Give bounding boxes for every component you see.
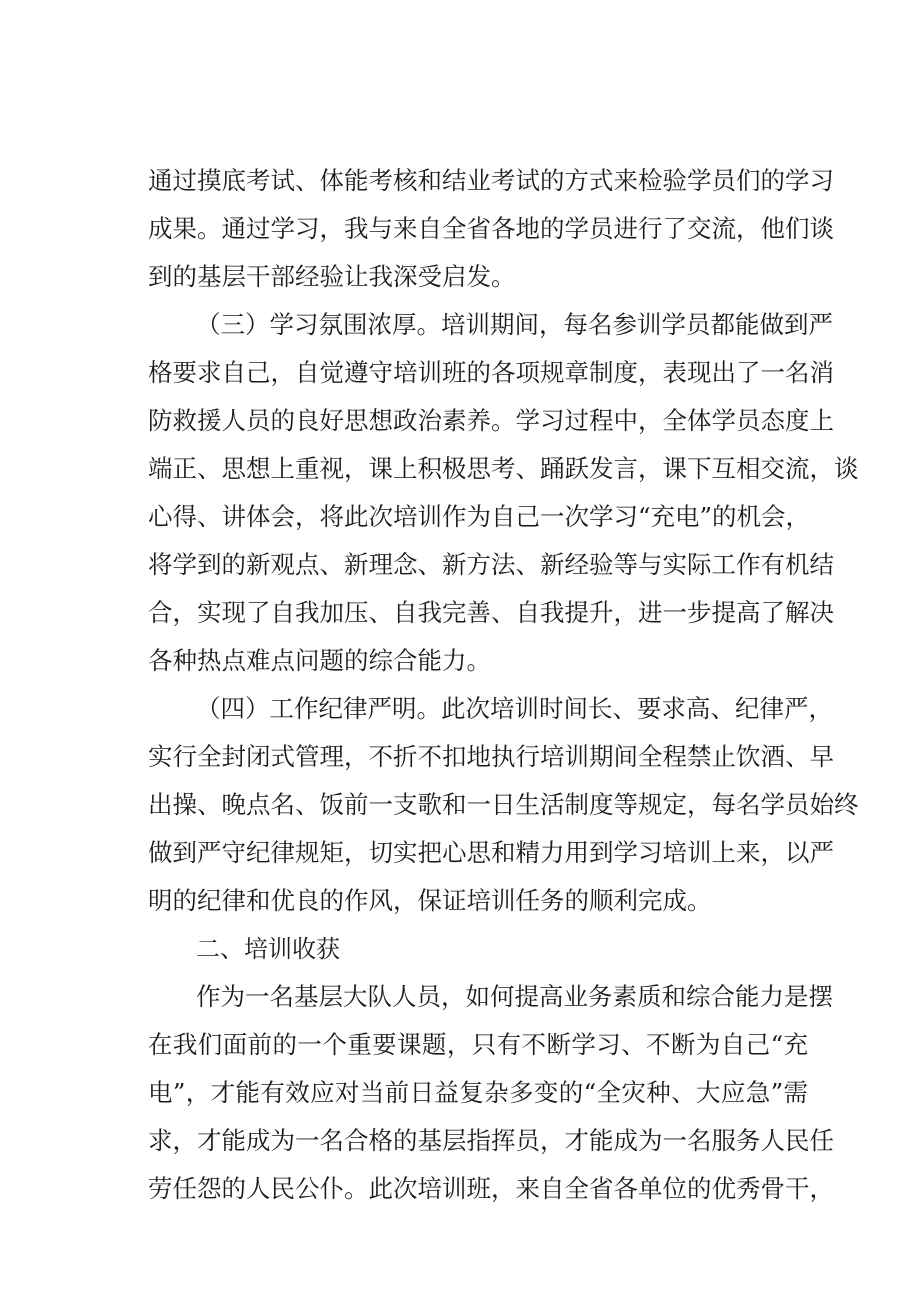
text-line: 成果。通过学习，我与来自全省各地的学员进行了交流，他们谈: [148, 214, 834, 243]
text-line: 防救援人员的良好思想政治素养。学习过程中，全体学员态度上: [148, 406, 834, 435]
text-line: 电”，才能有效应对当前日益复杂多变的“全灾种、大应急”需: [148, 1078, 808, 1107]
text-line: 到的基层干部经验让我深受启发。: [148, 262, 516, 291]
text-line: 求，才能成为一名合格的基层指挥员，才能成为一名服务人民任: [148, 1126, 834, 1155]
text-line: 端正、思想上重视，课上积极思考、踊跃发言，课下互相交流，谈: [148, 454, 859, 483]
text-line: 心得、讲体会，将此次培训作为自己一次学习“充电”的机会，: [148, 502, 811, 531]
text-line: 实行全封闭式管理，不折不扣地执行培训期间全程禁止饮酒、早: [148, 742, 834, 771]
text-line: 在我们面前的一个重要课题，只有不断学习、不断为自己“充: [148, 1030, 808, 1059]
text-line: 合，实现了自我加压、自我完善、自我提升，进一步提高了解决: [148, 598, 834, 627]
text-line: 将学到的新观点、新理念、新方法、新经验等与实际工作有机结: [148, 550, 834, 579]
text-line: 格要求自己，自觉遵守培训班的各项规章制度，表现出了一名消: [148, 358, 834, 387]
text-line: 出操、晚点名、饭前一支歌和一日生活制度等规定，每名学员始终: [148, 790, 859, 819]
section-heading: 二、培训收获: [196, 935, 340, 963]
text-line: 做到严守纪律规矩，切实把心思和精力用到学习培训上来，以严: [148, 838, 834, 867]
text-line: 劳任怨的人民公仆。此次培训班，来自全省各单位的优秀骨干，: [148, 1174, 834, 1203]
text-line: （三）学习氛围浓厚。培训期间，每名参训学员都能做到严: [196, 310, 833, 339]
text-line: 明的纪律和优良的作风，保证培训任务的顺利完成。: [148, 886, 712, 915]
text-line: 通过摸底考试、体能考核和结业考试的方式来检验学员们的学习: [148, 166, 834, 195]
text-line: 作为一名基层大队人员，如何提高业务素质和综合能力是摆: [196, 982, 833, 1011]
text-line: （四）工作纪律严明。此次培训时间长、要求高、纪律严，: [196, 694, 833, 723]
text-line: 各种热点难点问题的综合能力。: [148, 646, 491, 675]
